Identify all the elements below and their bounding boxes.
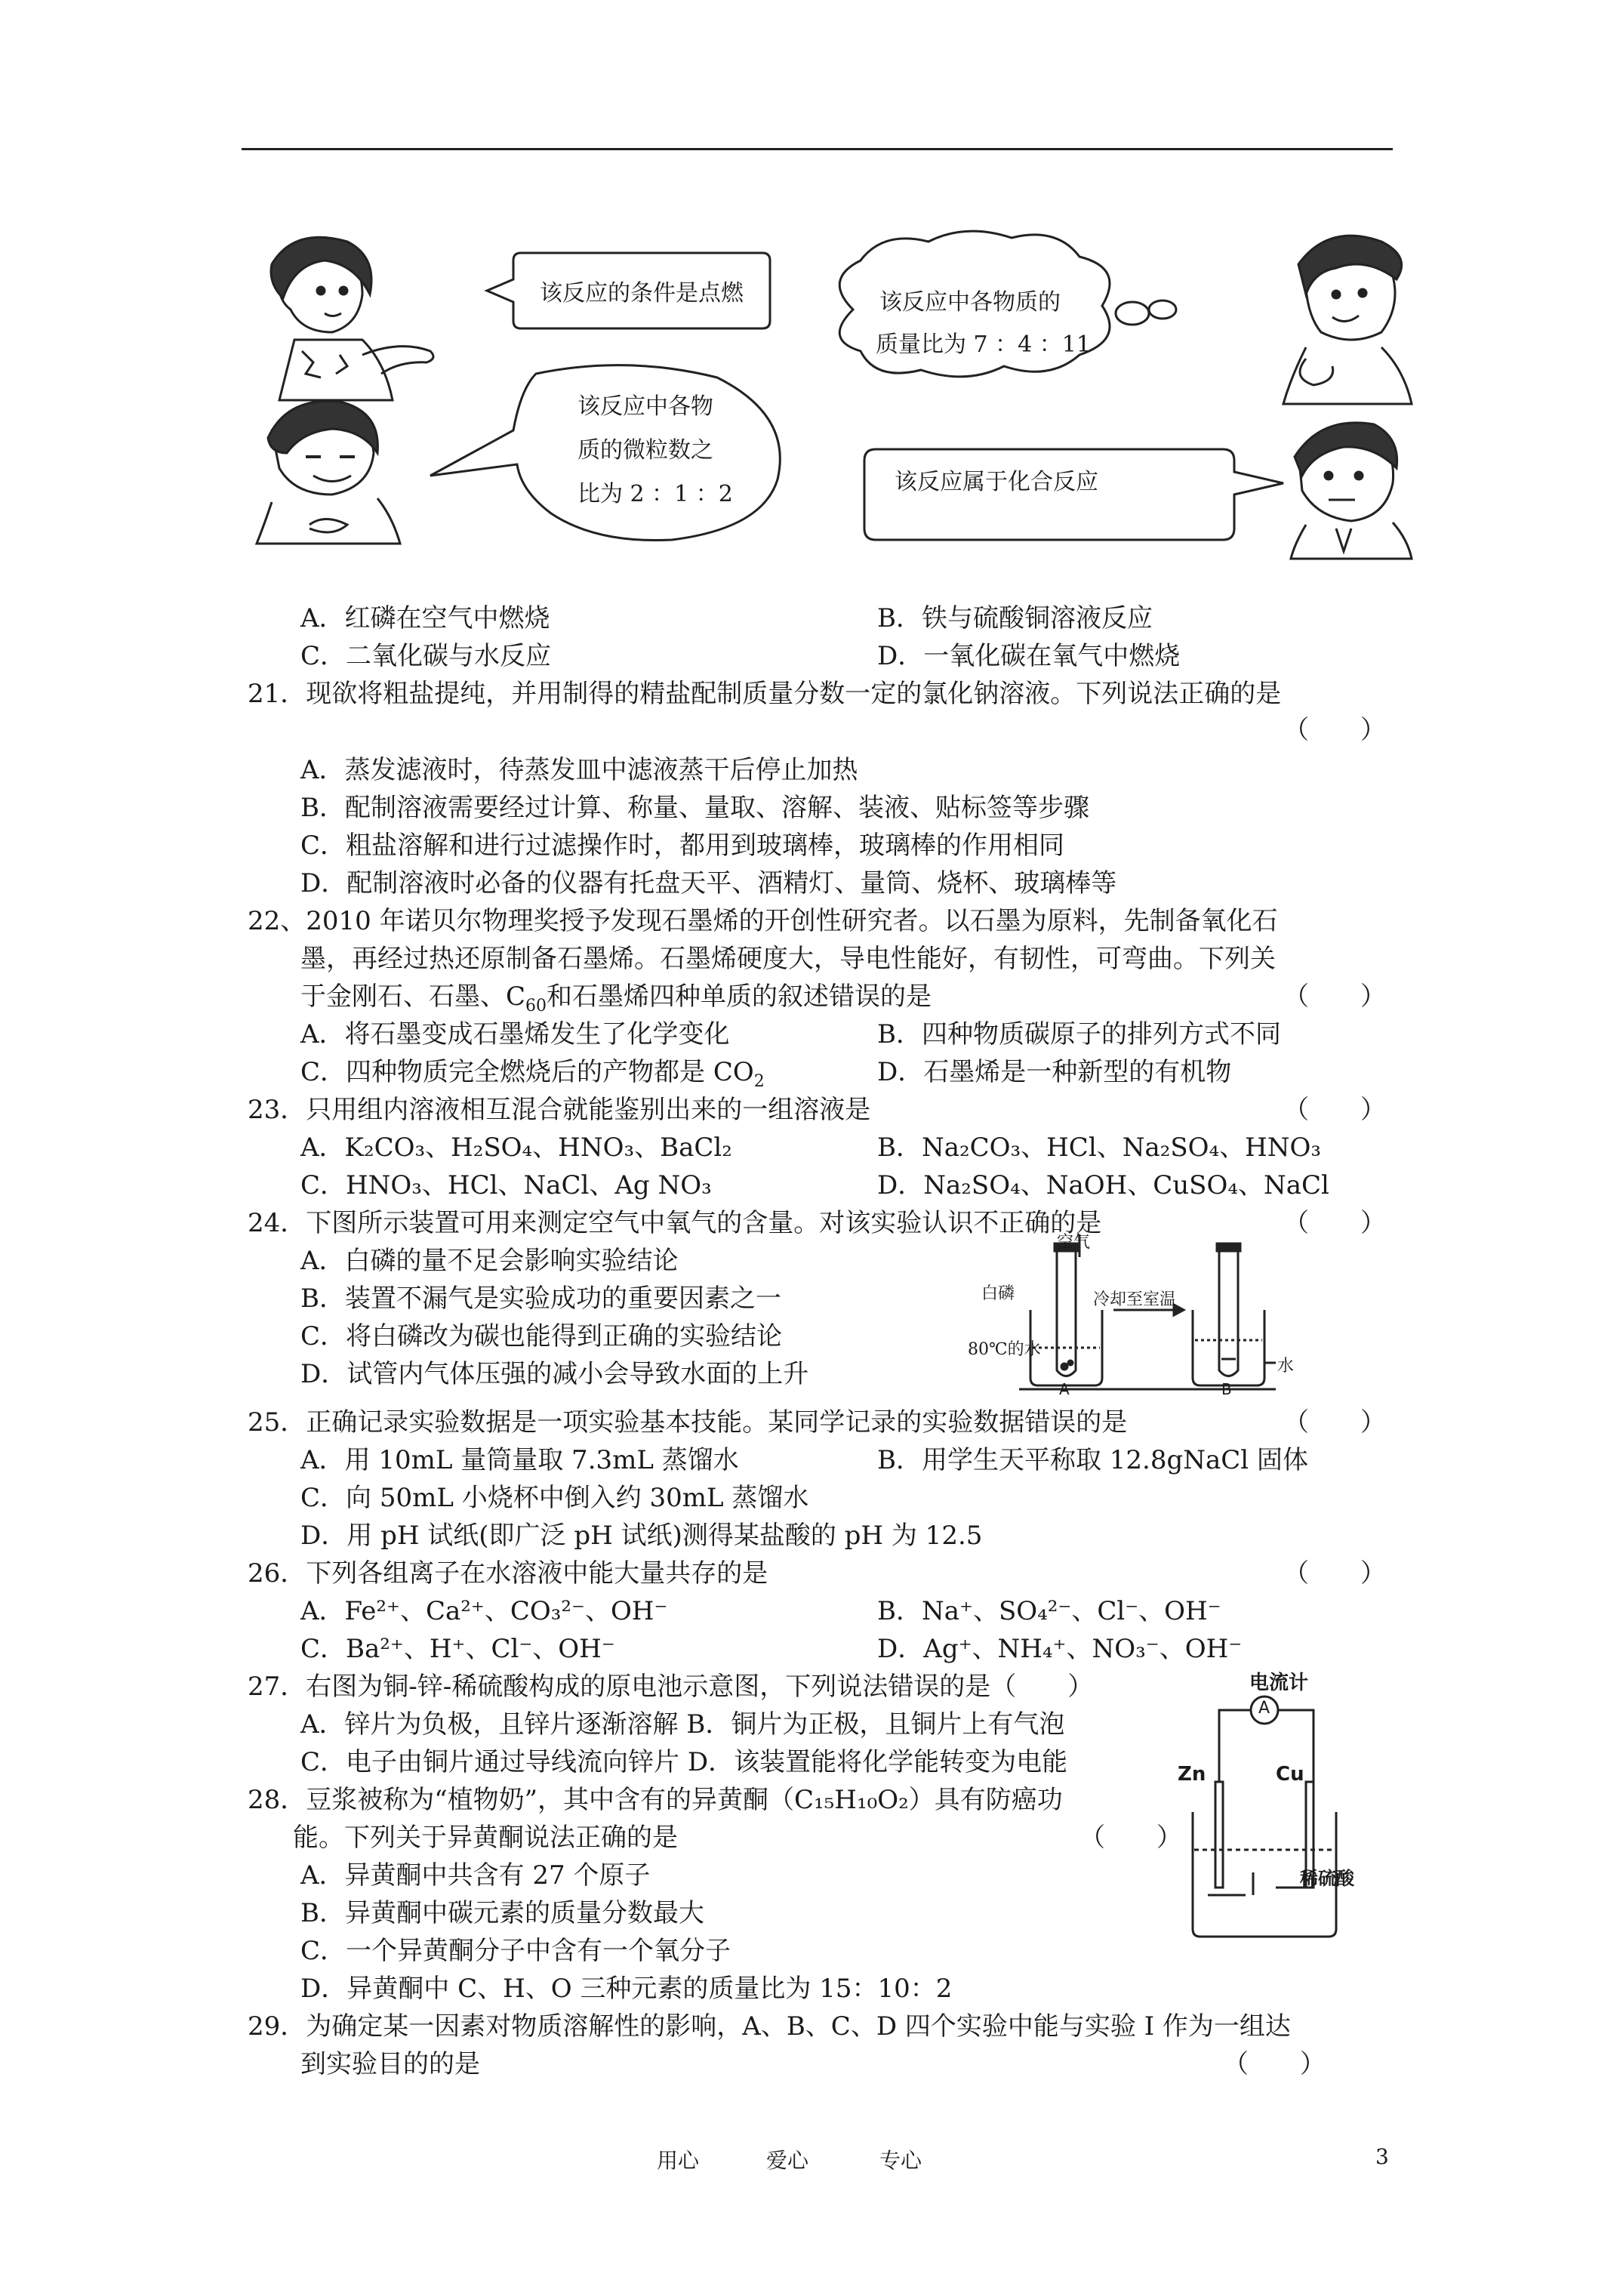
q21-option-d: D．配制溶液时必备的仪器有托盘天平、酒精灯、量筒、烧杯、玻璃棒等 (300, 868, 1117, 898)
q24-option-d: D．试管内气体压强的减小会导致水面的上升 (300, 1359, 809, 1389)
bubble-text-combination: 该反应属于化合反应 (895, 469, 1098, 495)
q25-option-b: B．用学生天平称取 12.8gNaCl 固体 (877, 1445, 1308, 1475)
footer-motto-1: 用心 (657, 2148, 700, 2173)
q22-option-c: C．四种物质完全燃烧后的产物都是 $CO_2$ (300, 1057, 765, 1091)
q25-option-c: C．向 50mL 小烧杯中倒入约 30mL 蒸馏水 (300, 1483, 809, 1513)
q28-answer-paren: （ ） (1079, 1823, 1182, 1853)
page-number: 3 (1375, 2144, 1389, 2169)
q22-option-a: A．将石墨变成石墨烯发生了化学变化 (300, 1019, 730, 1049)
q23-answer-paren: （ ） (1283, 1095, 1386, 1125)
q22-line-3: 于金刚石、石墨、$C_{60}$和石墨烯四种单质的叙述错误的是 (300, 982, 932, 1015)
q22-option-d: D．石墨烯是一种新型的有机物 (877, 1057, 1232, 1087)
q28-option-d: D．异黄酮中 C、H、O 三种元素的质量比为 15：10：2 (300, 1974, 953, 2004)
test-tube-a-icon (1057, 1250, 1076, 1376)
q26-option-b: B．Na⁺、SO₄²⁻、Cl⁻、OH⁻ (877, 1596, 1221, 1626)
bubble-text-particle-3: 比为 2 ：1 ：2 (577, 481, 733, 507)
q23-option-d: D．Na₂SO₄、NaOH、CuSO₄、NaCl (877, 1170, 1329, 1200)
q22-answer-paren: （ ） (1283, 982, 1386, 1012)
q28-option-b: B．异黄酮中碳元素的质量分数最大 (300, 1898, 704, 1928)
q26-option-c: C．Ba²⁺、H⁺、Cl⁻、OH⁻ (300, 1634, 615, 1664)
q20-option-d: D．一氧化碳在氧气中燃烧 (877, 641, 1181, 671)
q28-option-a: A．异黄酮中共含有 27 个原子 (300, 1860, 651, 1891)
q21-option-b: B．配制溶液需要经过计算、称量、量取、溶解、装液、贴标签等步骤 (300, 793, 1089, 823)
fig27-meter-label: 电流计 (1249, 1672, 1309, 1694)
q26-option-a: A．Fe²⁺、Ca²⁺、CO₃²⁻、OH⁻ (300, 1596, 668, 1626)
q28-option-c: C．一个异黄酮分子中含有一个氧分子 (300, 1936, 731, 1966)
fig27-cu-label: Cu (1276, 1763, 1304, 1786)
q25-option-a: A．用 10mL 量筒量取 7.3mL 蒸馏水 (300, 1445, 739, 1475)
fig27-zn-label: Zn (1178, 1763, 1206, 1786)
q21-option-c: C．粗盐溶解和进行过滤操作时，都用到玻璃棒，玻璃棒的作用相同 (300, 831, 1065, 861)
q27-options-ab: A．锌片为负极，且锌片逐渐溶解 B．铜片为正极，且铜片上有气泡 (300, 1709, 1065, 1740)
boy2-cartoon-icon (257, 401, 400, 544)
q24-option-b: B．装置不漏气是实验成功的重要因素之一 (300, 1284, 781, 1314)
q28-line-1: 28．豆浆被称为“植物奶”，其中含有的异黄酮（C₁₅H₁₀O₂）具有防癌功 (248, 1785, 1063, 1815)
q26-stem: 26．下列各组离子在水溶液中能大量共存的是 (248, 1558, 768, 1589)
oxygen-experiment-figure (966, 1227, 1283, 1397)
fig24-phosphorus-label: 白磷 (981, 1284, 1015, 1303)
q29-line-1: 29．为确定某一因素对物质溶解性的影响，A、B、C、D 四个实验中能与实验 I 作为一组达 (248, 2011, 1291, 2042)
q23-option-c: C．HNO₃、HCl、NaCl、Ag NO₃ (300, 1170, 712, 1200)
fig27-meter-symbol: A (1258, 1699, 1270, 1718)
header-rule (242, 148, 1393, 150)
q26-option-d: D．Ag⁺、NH₄⁺、NO₃⁻、OH⁻ (877, 1634, 1243, 1664)
q24-option-a: A．白磷的量不足会影响实验结论 (300, 1246, 679, 1276)
test-tube-b-icon (1219, 1250, 1238, 1376)
bubble-text-mass-ratio-1: 该反应中各物质的 (879, 289, 1061, 316)
fig24-cool-label: 冷却至室温 (1093, 1290, 1177, 1309)
fig24-hot-water-label: 80℃的水 (968, 1340, 1041, 1359)
q23-option-a: A．K₂CO₃、H₂SO₄、HNO₃、BaCl₂ (300, 1133, 732, 1163)
q28-line-2: 能。下列关于异黄酮说法正确的是 (293, 1823, 678, 1853)
q20-option-a: A．红磷在空气中燃烧 (300, 603, 550, 633)
beaker-b-icon (1193, 1310, 1264, 1385)
fig27-acid-label: 稀硫酸 (1300, 1868, 1354, 1889)
q23-option-b: B．Na₂CO₃、HCl、Na₂SO₄、HNO₃ (877, 1133, 1322, 1163)
q20-option-b: B．铁与硫酸铜溶液反应 (877, 603, 1153, 633)
q24-option-c: C．将白磷改为碳也能得到正确的实验结论 (300, 1321, 783, 1351)
fig24-label-b: B (1221, 1380, 1232, 1398)
q22-line-2: 墨，再经过热还原制备石墨烯。石墨烯硬度大，导电性能好，有韧性，可弯曲。下列关 (300, 944, 1276, 974)
q26-answer-paren: （ ） (1283, 1558, 1386, 1589)
footer-motto-3: 专心 (879, 2148, 922, 2173)
bubble-text-condition: 该反应的条件是点燃 (540, 280, 744, 307)
bubble-text-particle-2: 质的微粒数之 (577, 437, 713, 464)
q21-option-a: A．蒸发滤液时，待蒸发皿中滤液蒸干后停止加热 (300, 755, 858, 785)
q21-stem: 21．现欲将粗盐提纯，并用制得的精盐配制质量分数一定的氯化钠溶液。下列说法正确的是 (248, 679, 1282, 709)
fig24-air-label: 空气 (1057, 1233, 1091, 1252)
dialogue-figure (249, 227, 1427, 566)
q21-answer-paren: （ ） (1283, 715, 1386, 745)
zinc-plate-icon (1215, 1782, 1223, 1888)
q25-option-d: D．用 pH 试纸(即广泛 pH 试纸)测得某盐酸的 pH 为 12.5 (300, 1521, 983, 1551)
q22-option-b: B．四种物质碳原子的排列方式不同 (877, 1019, 1281, 1049)
q27-stem: 27．右图为铜-锌-稀硫酸构成的原电池示意图，下列说法错误的是（ ） (248, 1672, 1094, 1702)
footer-motto-2: 爱心 (766, 2148, 809, 2173)
bubble-text-particle-1: 该反应中各物 (577, 393, 713, 420)
q27-options-cd: C．电子由铜片通过导线流向锌片 D．该装置能将化学能转变为电能 (300, 1747, 1068, 1777)
boy-cartoon-icon (1283, 236, 1412, 404)
q20-option-c: C．二氧化碳与水反应 (300, 641, 552, 671)
man-cartoon-icon (1291, 423, 1412, 559)
q25-stem: 25．正确记录实验数据是一项实验基本技能。某同学记录的实验数据错误的是 (248, 1407, 1128, 1438)
q25-answer-paren: （ ） (1283, 1407, 1386, 1438)
fig24-water-label: 水 (1277, 1357, 1295, 1376)
q29-line-2: 到实验目的的是 (300, 2049, 480, 2079)
q29-answer-paren: （ ） (1223, 2049, 1326, 2079)
q22-line-1: 22、2010 年诺贝尔物理奖授予发现石墨烯的开创性研究者。以石墨为原料，先制备氧化石 (248, 906, 1278, 936)
girl-cartoon-icon (271, 237, 433, 400)
q24-stem: 24．下图所示装置可用来测定空气中氧气的含量。对该实验认识不正确的是 (248, 1208, 1102, 1238)
bubble-text-mass-ratio-2: 质量比为 7 ：4 ：11 (876, 331, 1091, 358)
q23-stem: 23．只用组内溶液相互混合就能鉴别出来的一组溶液是 (248, 1095, 871, 1125)
q24-answer-paren: （ ） (1283, 1208, 1386, 1238)
fig24-label-a: A (1059, 1380, 1070, 1398)
